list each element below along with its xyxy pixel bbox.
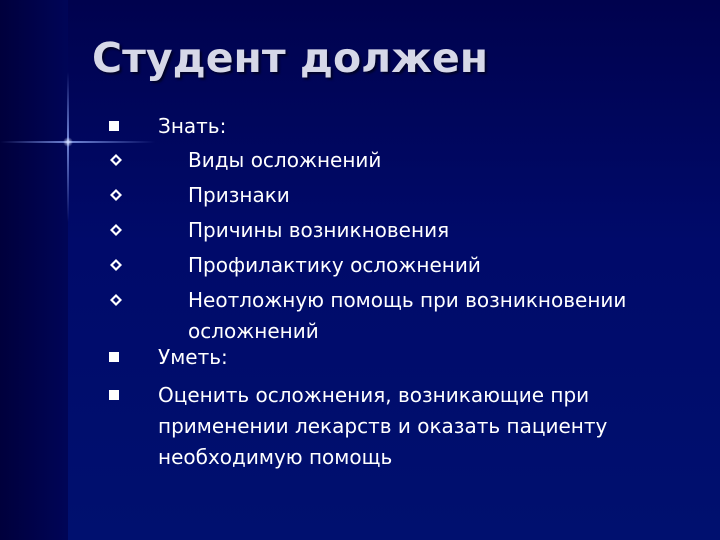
list-item-text: Профилактику осложнений bbox=[188, 253, 481, 277]
square-bullet-icon bbox=[108, 342, 138, 373]
list-item-assess bbox=[108, 380, 668, 473]
list-item-complication-types bbox=[108, 145, 668, 176]
list-item-text: Оценить осложнения, возникающие при применении лекарств и оказать пациенту необходимую помощь bbox=[158, 383, 608, 469]
diamond-bullet-icon bbox=[108, 180, 138, 211]
list-item-signs bbox=[108, 180, 668, 211]
diamond-bullet-icon bbox=[108, 215, 138, 246]
square-bullet-icon bbox=[108, 380, 138, 411]
slide-title: Студент должен bbox=[92, 34, 489, 82]
diamond-bullet-icon bbox=[108, 285, 138, 316]
glint-star-icon bbox=[63, 137, 73, 147]
list-item-know bbox=[108, 111, 668, 142]
list-item-be-able bbox=[108, 342, 668, 373]
list-item-text: Признаки bbox=[188, 183, 290, 207]
glint-vertical bbox=[67, 72, 69, 222]
list-item-emergency-help bbox=[108, 285, 668, 347]
list-item-text: Неотложную помощь при возникновении осложнений bbox=[188, 288, 627, 343]
square-bullet-icon bbox=[108, 111, 138, 142]
list-item-text: Уметь: bbox=[158, 345, 228, 369]
diamond-bullet-icon bbox=[108, 145, 138, 176]
list-item-text: Виды осложнений bbox=[188, 148, 382, 172]
list-item-prevention bbox=[108, 250, 668, 281]
left-decor-band bbox=[0, 0, 68, 540]
list-item-causes bbox=[108, 215, 668, 246]
diamond-bullet-icon bbox=[108, 250, 138, 281]
list-item-text: Знать: bbox=[158, 114, 227, 138]
list-item-text: Причины возникновения bbox=[188, 218, 450, 242]
